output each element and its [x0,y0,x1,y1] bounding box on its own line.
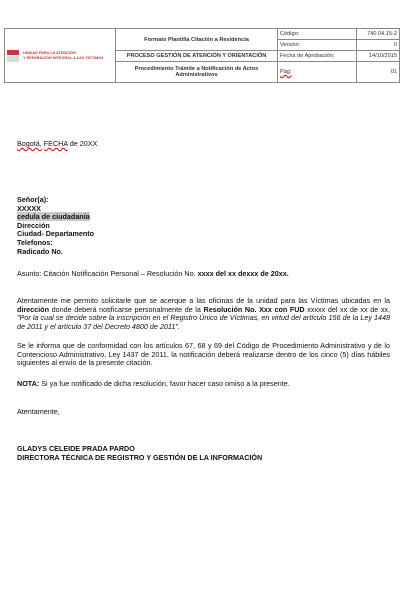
version-value: 0 [357,40,400,51]
recipient-id: cedula de ciudadanía [17,212,90,222]
procedure-title: Procedimiento Trámite a Notificación de Actos Administrativos [116,62,278,83]
closing: Atentamente, [17,407,60,416]
p1-resolucion: Resolución No. Xxx con FUD [203,304,305,314]
salutation: Señor(a): [17,195,49,204]
date-city: Bogotá, [17,139,42,148]
logo-line-1: UNIDAD PARA LA ATENCIÓN [23,51,76,56]
date-year: de 20XX [69,139,98,148]
signer-title: DIRECTORA TÉCNICA DE REGISTRO Y GESTIÓN DE LA INFORMACIÓN [17,452,263,462]
p1-direccion: dirección [17,304,49,314]
codigo-label: Código: [278,29,357,40]
fecha-value: 14/10/2015 [357,51,400,62]
p1-text-a: Atentamente me permito solicitarle que se acerque a las oficinas de la unidad para las Víctimas ubicadas en la [17,296,390,305]
note-line [17,380,390,389]
pag-label: Pág: [280,69,292,76]
process-title: PROCESO GESTIÓN DE ATENCIÓN Y ORIENTACIÓN [116,51,278,62]
recipient-name: XXXXX [17,203,41,213]
recipient-address: Dirección [17,220,50,230]
paragraph-1 [17,297,390,331]
signer-name: GLADYS CELEIDE PRADA PARDO [17,444,135,453]
p1-italic: "Por la cual se decide sobre la inscripción en el Registro Único de Víctimas, en virtud del artículo 156 de la Ley 1448 de 2011 y el artículo 37 del Decreto 4800 de 2011". [17,313,390,331]
recipient-radicado: Radicado No. [17,246,63,256]
date-line [17,140,390,149]
version-label: Versión: [278,40,357,51]
recipient-block [17,196,390,256]
logo-line-2: Y REPARACIÓN INTEGRAL A LAS VÍCTIMAS [23,55,104,60]
pag-value: 01 [357,62,400,83]
recipient-city: Ciudad- Departamento [17,229,95,239]
document-header-table [4,28,400,83]
subject-resolution: xxxx del xx dexxx de 20xx. [197,269,289,278]
paragraph-2: Se le informa que de conformidad con los artículos 67, 68 y 69 del Código de Procedimiento Administrativo y de lo Contencioso Administrativo, Ley 1437 de 2011, la notificación deberá realizarse dentro de los cinco (5) días hábiles siguientes al envío de la presente citación. [17,341,390,368]
codigo-value: 740.04.15-2 [357,29,400,40]
p1-text-b: donde deberá notificarse personalmente de la [51,304,201,314]
subject-prefix: Asunto: Citación Notificación Personal – Resolución No. [17,269,196,278]
note-label: NOTA: [17,379,40,388]
logo-cell [5,29,116,83]
p1-text-c: xxxxx del xx de xx de xx, [307,304,391,314]
date-fecha: FECHA [43,139,68,148]
fecha-label: Fecha de Aprobación: [278,51,357,62]
note-text: Si ya fue notificado de dicha resolución, favor hacer caso omiso a la presente. [41,379,290,388]
signature-block [17,445,390,462]
form-title: Formato Plantilla Citación a Residencia [116,29,278,51]
subject-line [17,270,390,279]
unit-logo-icon [7,50,19,62]
recipient-phones: Telefonos: [17,237,53,247]
